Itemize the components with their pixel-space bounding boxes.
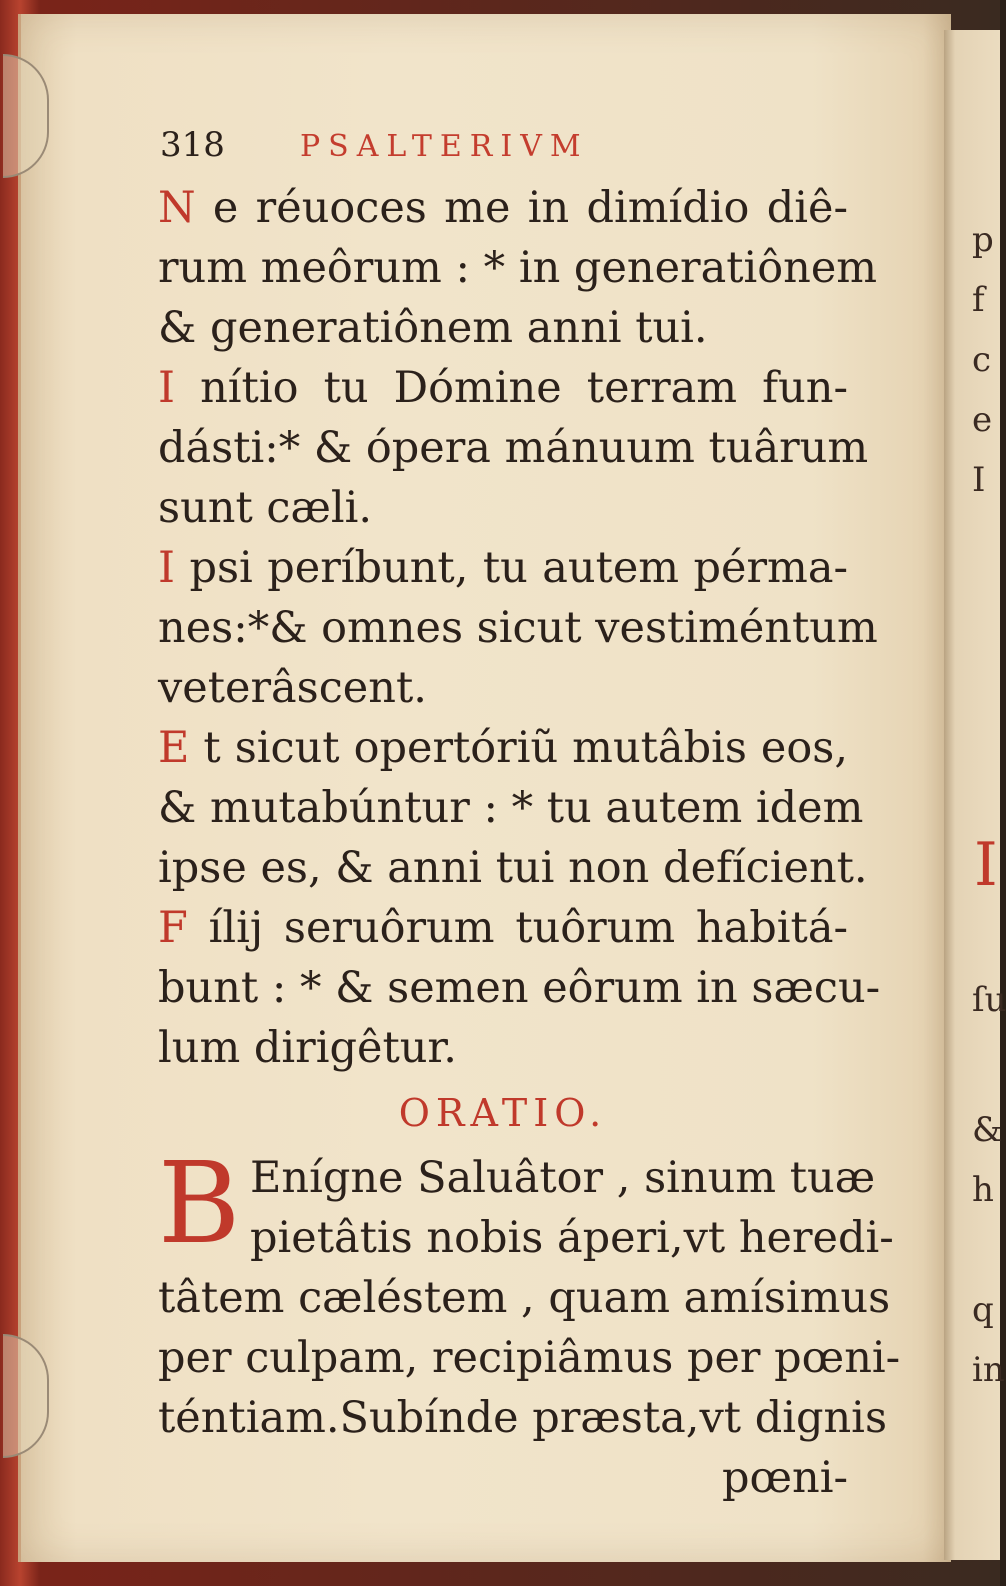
facing-page-fragment: h — [972, 1170, 994, 1210]
facing-page-edge — [944, 30, 1006, 1560]
oratio-heading: ORATIO. — [398, 1091, 608, 1135]
facing-page-fragment: p — [972, 220, 994, 260]
verse — [158, 178, 878, 358]
verse-initial: I — [158, 363, 175, 413]
page-number: 318 — [160, 125, 225, 165]
verse-line: & mutabúntur : * tu autem idem — [158, 783, 864, 833]
verse-line: nes:*& omnes sicut vestiméntum — [158, 603, 878, 653]
verse-line — [158, 178, 848, 238]
facing-page-fragment: ſu — [972, 980, 1006, 1020]
verse-line — [158, 898, 848, 958]
verse-initial: E — [158, 723, 190, 773]
verse — [158, 898, 881, 1078]
verse — [158, 358, 869, 538]
verse-line: & generatiônem anni tui. — [158, 303, 708, 353]
oratio-line: pietâtis nobis áperi,vt heredi- — [250, 1213, 894, 1263]
verse-line: lum dirigêtur. — [158, 1023, 457, 1073]
verse-line — [158, 358, 848, 418]
verse-text: t sicut opertóriũ mutâbis eos, — [189, 723, 848, 773]
running-title: PSALTERIVM — [300, 129, 589, 164]
verse — [158, 538, 878, 718]
facing-page-red-initial: I — [974, 830, 998, 900]
verse — [158, 718, 868, 898]
verse-line: veterâscent. — [158, 663, 427, 713]
verse-text: e réuoces me in dimídio diê- — [195, 183, 848, 233]
oratio-line: tâtem cæléstem , quam amísimus — [158, 1273, 891, 1323]
page-text — [158, 178, 901, 1508]
verse-line: rum meôrum : * in generatiônem — [158, 243, 878, 293]
verse-line: ipse es, & anni tui non defícient. — [158, 843, 868, 893]
verse-line — [158, 538, 848, 598]
verse-line: bunt : * & semen eôrum in sæcu- — [158, 963, 881, 1013]
page-header — [160, 125, 860, 175]
facing-page-fragment: c — [972, 340, 992, 380]
verse-text: ílij seruôrum tuôrum habitá- — [187, 903, 848, 953]
catchword: pœni- — [721, 1453, 848, 1503]
verse-line — [158, 718, 848, 778]
verse-text: psi períbunt, tu autem pérma- — [175, 543, 848, 593]
oratio-dropcap: B — [158, 1139, 241, 1269]
facing-page-fragment: e — [972, 400, 993, 440]
page-clip-top — [3, 54, 49, 178]
page-clip-bottom — [3, 1334, 49, 1458]
verse-initial: I — [158, 543, 175, 593]
oratio-line: Enígne Saluâtor , sinum tuæ — [250, 1153, 876, 1203]
verse-line: sunt cæli. — [158, 483, 373, 533]
verse-initial: F — [158, 903, 188, 953]
facing-page-fragment: q — [972, 1290, 994, 1330]
facing-page-fragment: in — [972, 1350, 1005, 1390]
verse-line: dásti:* & ópera mánuum tuârum — [158, 423, 869, 473]
oratio-paragraph — [158, 1139, 901, 1508]
facing-page-fragment: & — [972, 1110, 1003, 1150]
verse-initial: N — [158, 183, 196, 233]
verse-text: nítio tu Dómine terram fun- — [175, 363, 848, 413]
facing-page-fragment: f — [972, 280, 985, 320]
oratio-line: per culpam, recipiâmus per pœni- — [158, 1333, 901, 1383]
facing-page-fragment: I — [972, 460, 986, 500]
oratio-line: téntiam.Subínde præsta,vt dignis — [158, 1393, 888, 1443]
